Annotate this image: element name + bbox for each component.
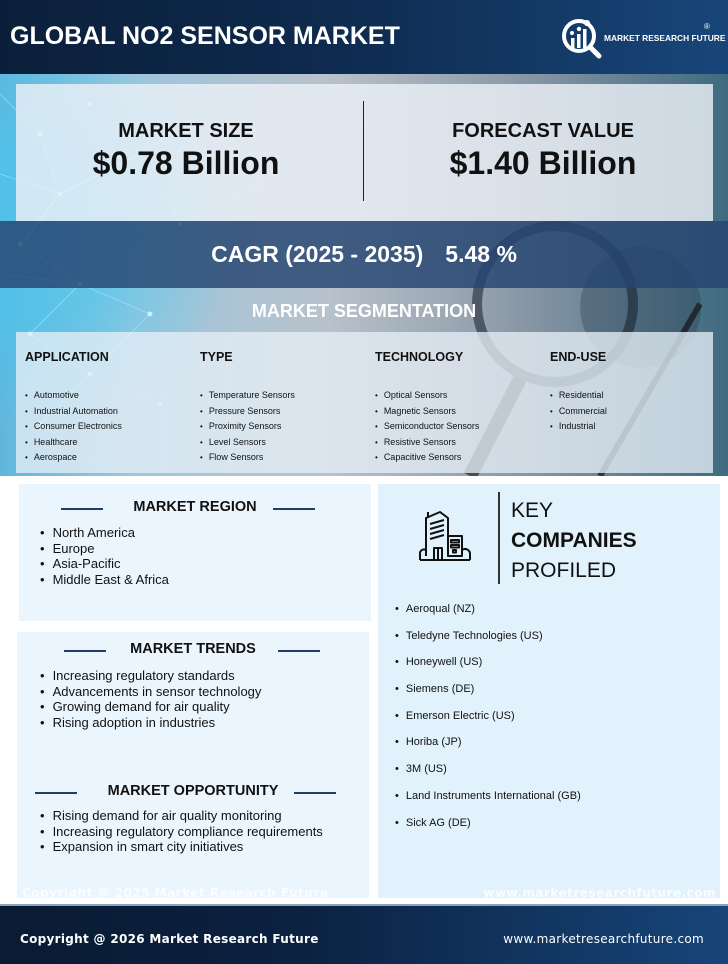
- cagr-band: [0, 221, 728, 288]
- trends-opportunity-card: [17, 632, 369, 898]
- market-opportunity-list: [40, 808, 323, 855]
- segment-item: • Residential: [550, 388, 716, 404]
- market-opportunity-header: [17, 783, 369, 803]
- forecast-value-value: $1.40 Billion: [449, 145, 637, 181]
- segment-item: • Capacitive Sensors: [375, 450, 541, 466]
- list-item: • Europe: [40, 541, 169, 557]
- section-line-right: [273, 508, 315, 510]
- brand-logo[interactable]: [561, 16, 726, 60]
- list-item: • Advancements in sensor technology: [40, 684, 261, 700]
- list-item: • Rising adoption in industries: [40, 715, 261, 731]
- company-item: • Horiba (JP): [395, 734, 581, 761]
- market-trends-header: [17, 641, 369, 661]
- mrf-magnifier-chart-icon: [561, 16, 605, 60]
- title-line-1: KEY: [511, 499, 554, 522]
- watermark-copyright: Copyright @ 2025 Market Research Future: [22, 886, 329, 900]
- segment-heading: APPLICATION: [25, 350, 109, 364]
- segment-technology: [366, 350, 541, 466]
- list-item: • Middle East & Africa: [40, 572, 169, 588]
- segmentation-panel: [16, 332, 713, 473]
- company-item: • Emerson Electric (US): [395, 708, 581, 735]
- market-region-list: [40, 525, 169, 587]
- title-line-2: COMPANIES: [511, 529, 637, 552]
- list-item: • Growing demand for air quality: [40, 699, 261, 715]
- segment-item: • Semiconductor Sensors: [375, 419, 541, 435]
- segment-item: • Healthcare: [25, 435, 191, 451]
- kpi-panel: [16, 84, 713, 221]
- list-item: • Increasing regulatory compliance requirements: [40, 824, 323, 840]
- footer-bar: [0, 904, 728, 964]
- segment-item: • Automotive: [25, 388, 191, 404]
- brand-name: MARKET RESEARCH FUTURE: [604, 33, 726, 43]
- segment-heading: TYPE: [200, 350, 233, 364]
- list-item: • Expansion in smart city initiatives: [40, 839, 323, 855]
- company-item: • Sick AG (DE): [395, 815, 581, 842]
- segment-item: • Flow Sensors: [200, 450, 366, 466]
- registered-mark: ®: [704, 22, 710, 31]
- office-building-icon: [418, 508, 472, 562]
- cagr-label: CAGR (2025 - 2035): [211, 241, 424, 267]
- key-companies-divider: [498, 492, 500, 584]
- segment-end-use: [541, 350, 716, 435]
- segment-heading: TECHNOLOGY: [375, 350, 464, 364]
- segment-item: • Pressure Sensors: [200, 404, 366, 420]
- title-line-3: PROFILED: [511, 559, 617, 582]
- list-item: • North America: [40, 525, 169, 541]
- company-item: • Land Instruments International (GB): [395, 788, 581, 815]
- market-region-header: [19, 499, 371, 519]
- segment-item: • Industrial Automation: [25, 404, 191, 420]
- page-title: GLOBAL NO2 SENSOR MARKET: [10, 22, 400, 50]
- hero-section: [0, 74, 728, 476]
- company-item: • Teledyne Technologies (US): [395, 628, 581, 655]
- segment-item: • Consumer Electronics: [25, 419, 191, 435]
- segment-heading: END-USE: [550, 350, 607, 364]
- segment-item: • Temperature Sensors: [200, 388, 366, 404]
- list-item: • Rising demand for air quality monitoring: [40, 808, 323, 824]
- section-line-right: [294, 792, 336, 794]
- market-region-title: MARKET REGION: [133, 499, 257, 515]
- segment-item: • Industrial: [550, 419, 716, 435]
- forecast-value-kpi: [373, 120, 713, 182]
- market-trends-title: MARKET TRENDS: [130, 641, 256, 657]
- cagr-value: 5.48 %: [445, 241, 517, 267]
- key-companies-card: [378, 484, 720, 898]
- list-item: • Asia-Pacific: [40, 556, 169, 572]
- company-item: • Honeywell (US): [395, 654, 581, 681]
- market-size-kpi: [16, 120, 356, 182]
- segment-type: [191, 350, 366, 466]
- section-line-right: [278, 650, 320, 652]
- kpi-divider: [363, 101, 364, 201]
- footer-copyright: Copyright @ 2026 Market Research Future: [20, 932, 319, 946]
- market-trends-list: [40, 668, 261, 730]
- segment-item: • Commercial: [550, 404, 716, 420]
- market-opportunity-title: MARKET OPPORTUNITY: [107, 783, 279, 799]
- segment-item: • Magnetic Sensors: [375, 404, 541, 420]
- company-item: • Aeroqual (NZ): [395, 601, 581, 628]
- key-companies-title: [511, 496, 637, 586]
- market-size-value: $0.78 Billion: [92, 145, 280, 181]
- company-item: • Siemens (DE): [395, 681, 581, 708]
- segment-item: • Level Sensors: [200, 435, 366, 451]
- header-banner: [0, 0, 728, 74]
- segment-item: • Resistive Sensors: [375, 435, 541, 451]
- market-size-label: MARKET SIZE: [118, 120, 254, 142]
- segment-item: • Proximity Sensors: [200, 419, 366, 435]
- segment-item: • Aerospace: [25, 450, 191, 466]
- key-companies-list: [395, 601, 581, 841]
- footer-website-link[interactable]: www.marketresearchfuture.com: [503, 932, 704, 946]
- segment-item: • Optical Sensors: [375, 388, 541, 404]
- forecast-value-label: FORECAST VALUE: [452, 120, 634, 142]
- company-item: • 3M (US): [395, 761, 581, 788]
- segment-application: [16, 350, 191, 466]
- segmentation-title: MARKET SEGMENTATION: [251, 301, 477, 321]
- market-region-card: [19, 484, 371, 621]
- watermark-url: www.marketresearchfuture.com: [483, 886, 716, 900]
- list-item: • Increasing regulatory standards: [40, 668, 261, 684]
